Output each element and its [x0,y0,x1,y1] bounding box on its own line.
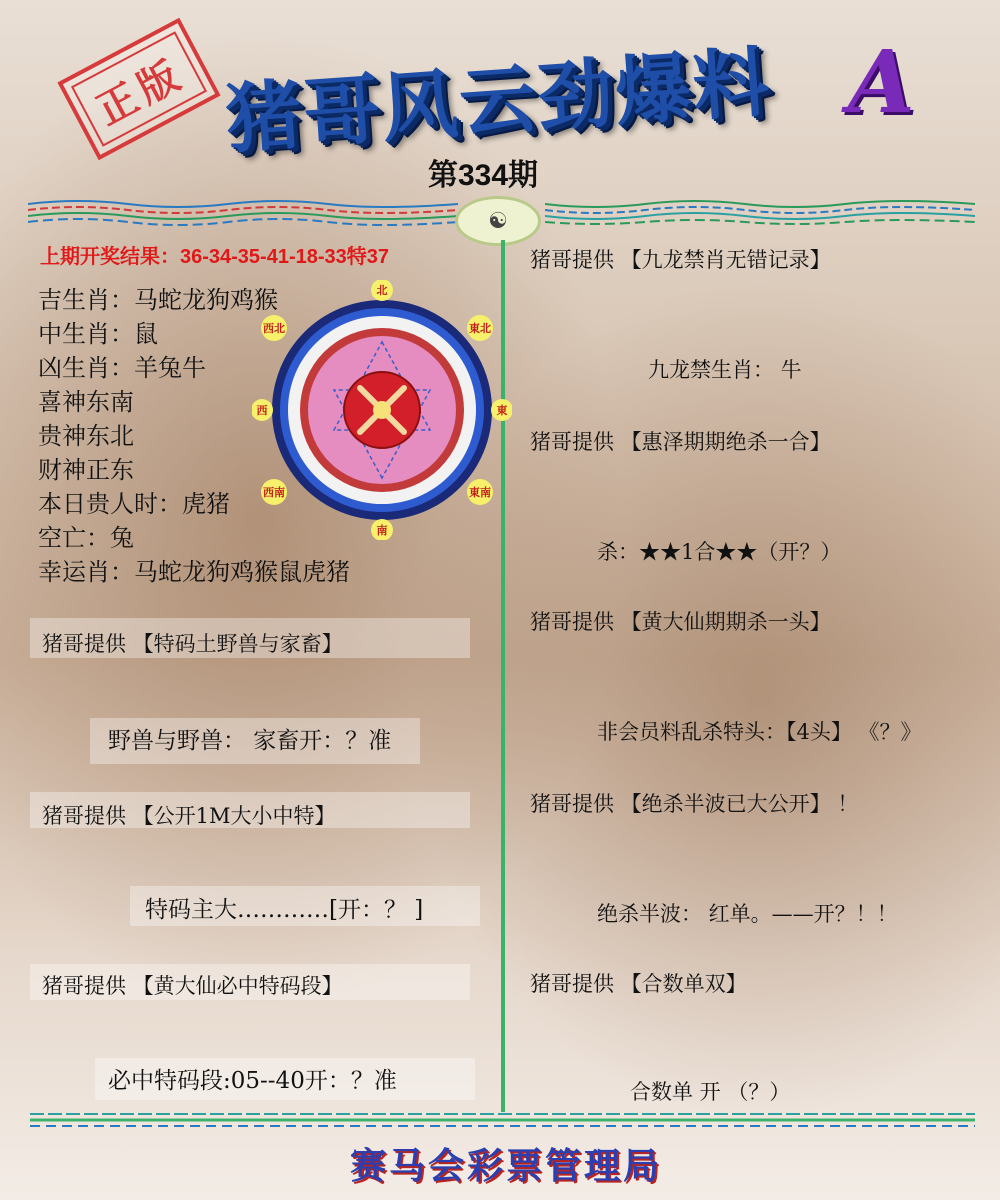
section-heading-left: 猪哥提供 【黄大仙必中特码段】 [42,974,343,998]
info-line: 财神正东 [38,456,134,484]
grade-letter: A [848,32,915,133]
section-value-right: 杀：★★1合★★（开？） [597,540,842,564]
direction-label: 東南 [469,486,491,499]
wave-decoration-left [28,198,458,226]
section-heading-right: 猪哥提供 【黄大仙期期杀一头】 [530,610,831,634]
info-line: 中生肖：鼠 [38,320,158,348]
bottom-divider [30,1110,975,1132]
direction-label: 東 [496,404,508,417]
section-value-left: 特码主大…………[开：？ ] [145,897,424,923]
section-value-right: 绝杀半波： 红单。——开？！！ [597,902,898,926]
issue-number: 第334期 [428,159,539,192]
wave-decoration-right [545,198,975,226]
info-line: 凶生肖：羊兔牛 [38,354,206,382]
section-heading-right: 猪哥提供 【惠泽期期绝杀一合】 [530,430,831,454]
section-value-left: 野兽与野兽： 家畜开：？准 [108,728,392,754]
section-heading-right: 猪哥提供 【九龙禁肖无错记录】 [530,248,831,272]
bagua-icon: ☯ [455,196,541,246]
info-line: 本日贵人时：虎猪 [38,490,230,518]
direction-label: 西北 [263,322,285,335]
section-value-left: 必中特码段:05--40开：？准 [108,1068,397,1094]
info-line: 空亡：兔 [38,524,134,552]
info-line: 吉生肖：马蛇龙狗鸡猴 [38,286,278,314]
page-title: 猪哥风云劲爆料 [222,37,774,164]
section-value-right: 非会员料乱杀特头：【4头】 《？》 [597,720,922,744]
footer-org-name: 赛马会彩票管理局 [350,1145,663,1187]
direction-label: 西 [256,404,268,417]
direction-label: 東北 [469,322,491,335]
info-line: 贵神东北 [38,422,134,450]
section-heading-right: 猪哥提供 【合数单双】 [530,972,747,996]
info-line: 幸运肖：马蛇龙狗鸡猴鼠虎猪 [38,558,350,586]
direction-label: 北 [376,284,388,297]
section-value-right: 合数单 开 （？） [630,1080,791,1104]
compass-wheel [252,280,512,540]
stamp-text: 正版 [88,49,193,134]
section-heading-right: 猪哥提供 【绝杀半波已大公开】 ！ [530,792,859,816]
info-line: 喜神东南 [38,388,134,416]
direction-label: 西南 [263,486,285,499]
section-heading-left: 猪哥提供 【特码土野兽与家畜】 [42,632,343,656]
section-heading-left: 猪哥提供 【公开1M大小中特】 [42,804,336,828]
authentic-stamp [57,18,220,160]
last-result: 上期开奖结果：36-34-35-41-18-33特37 [40,246,390,268]
section-value-right: 九龙禁生肖： 牛 [648,358,802,382]
direction-label: 南 [376,524,388,537]
